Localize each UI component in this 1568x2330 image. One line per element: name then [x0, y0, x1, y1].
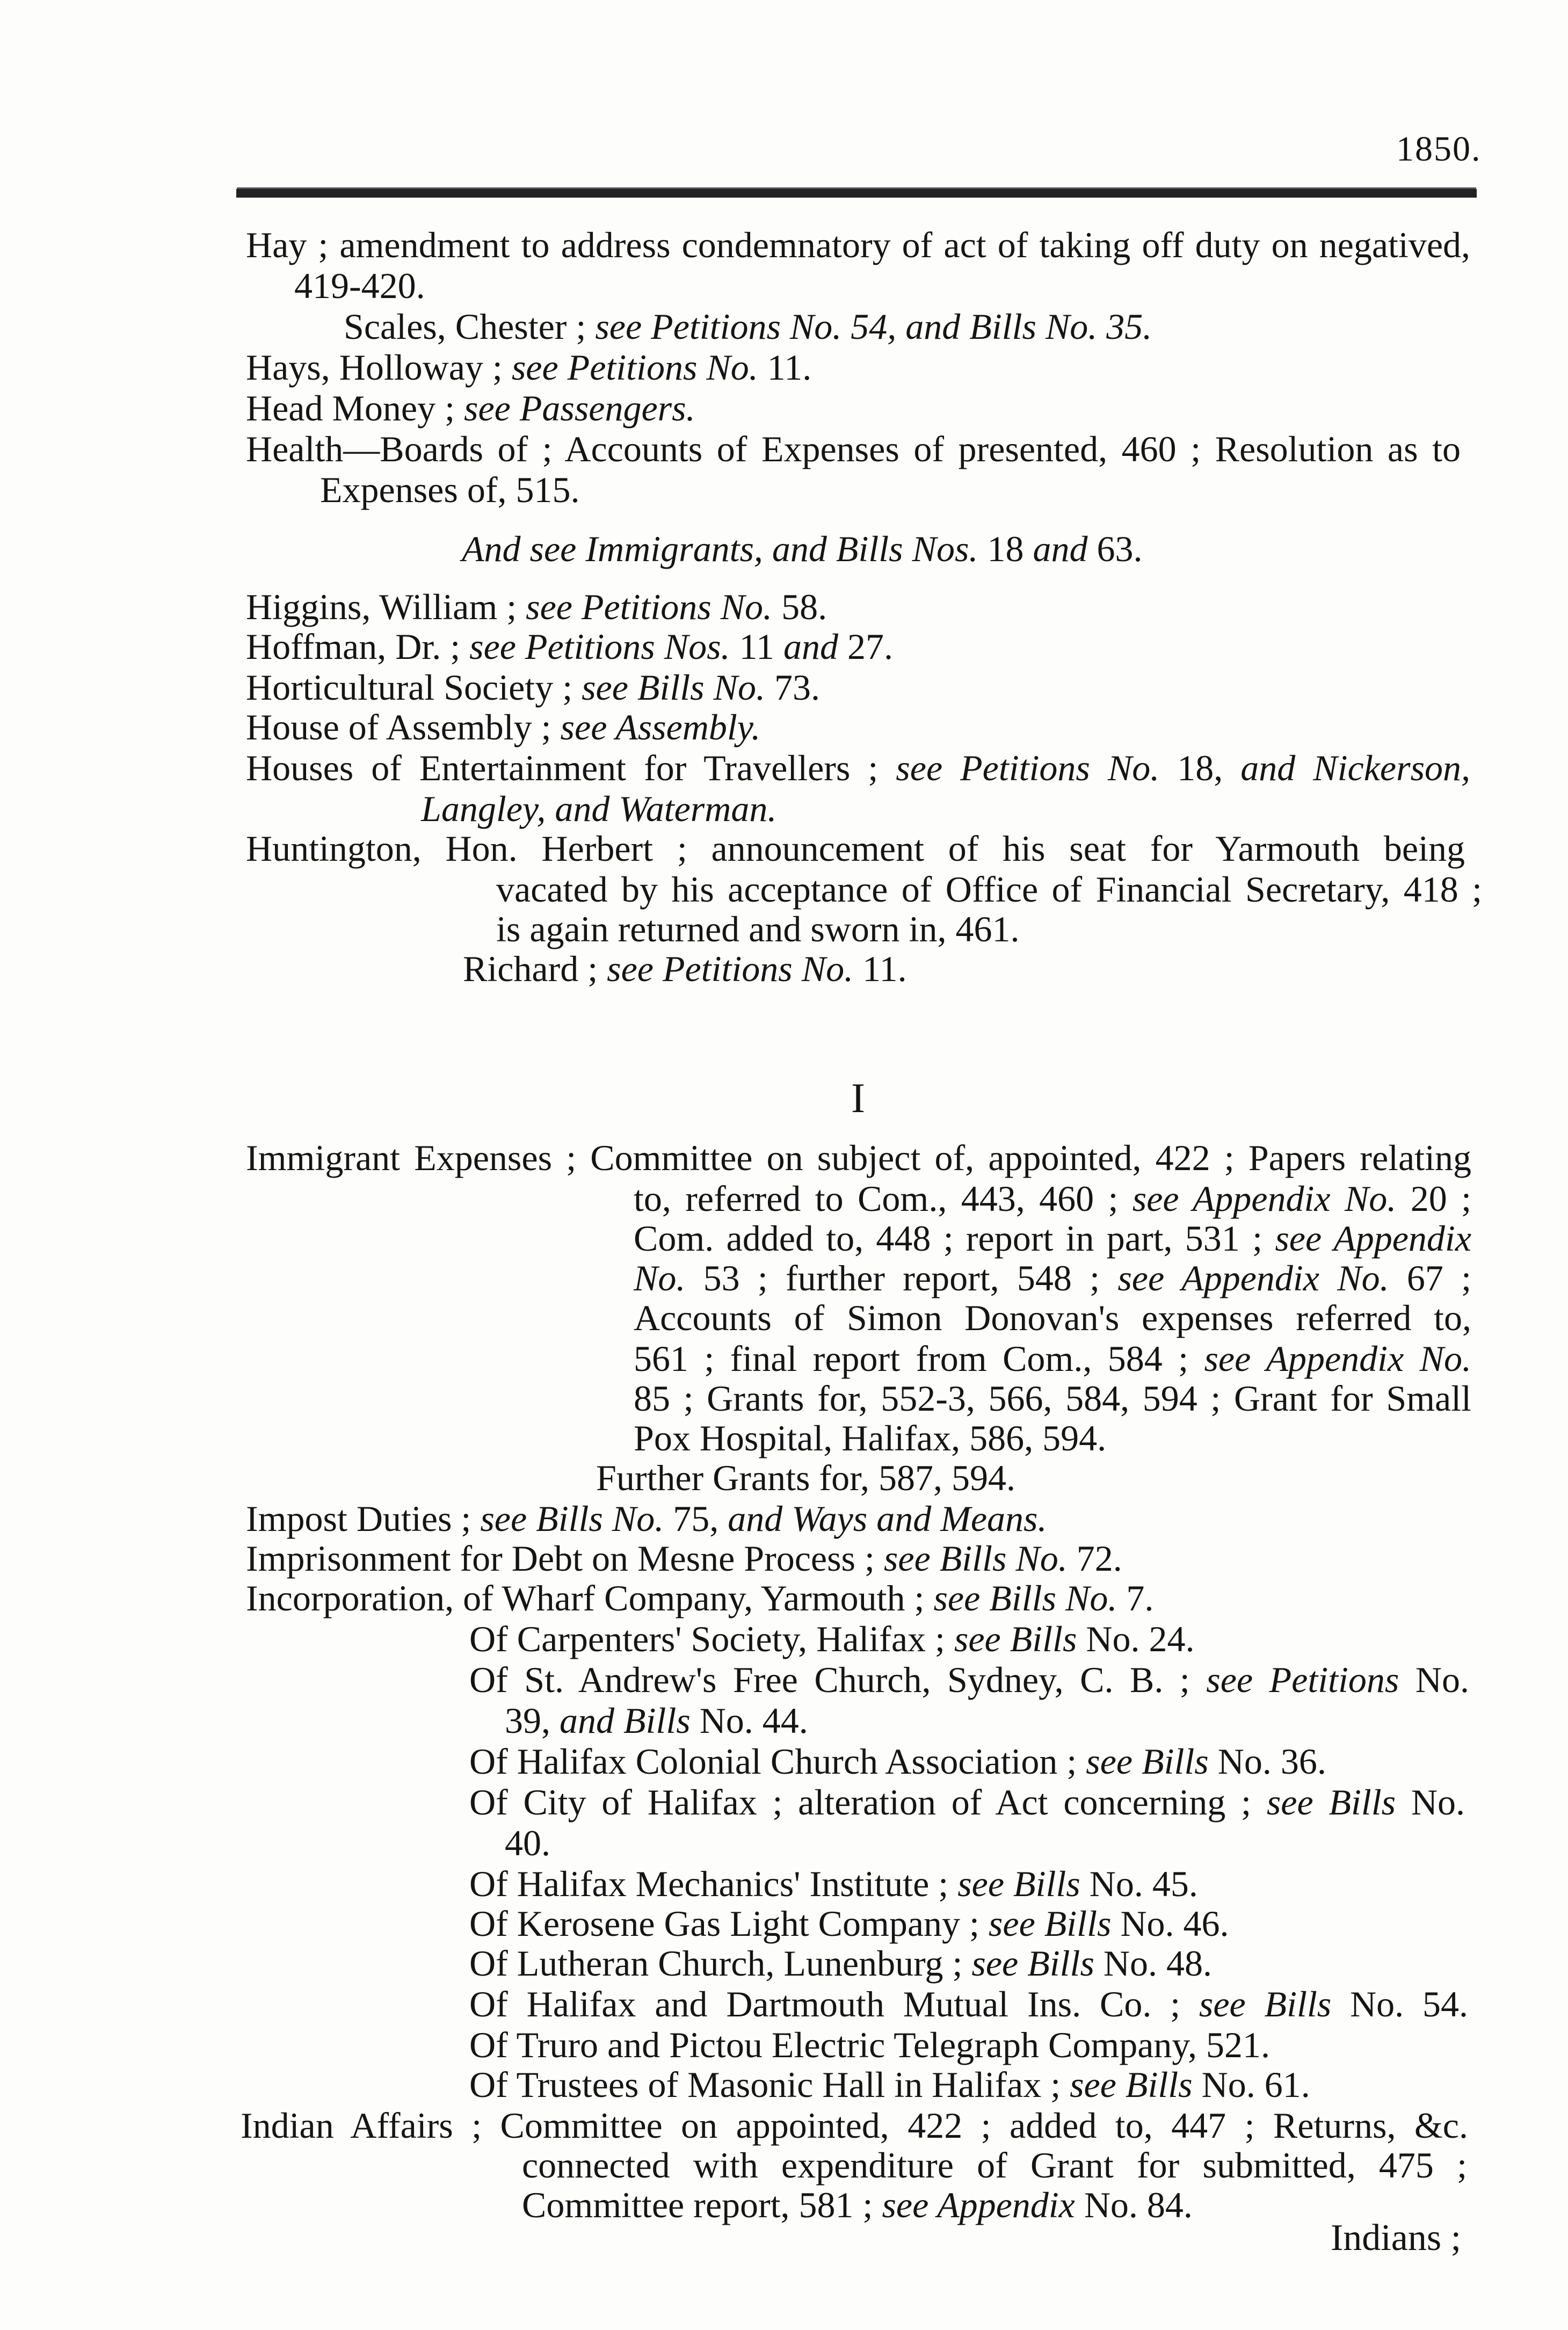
index-line-richard	[463, 949, 907, 988]
line-italic-text: see Petitions Nos.	[469, 626, 730, 667]
index-line-incorp-9	[469, 1904, 1229, 1943]
line-italic-text: see Petitions No.	[526, 586, 773, 627]
index-line-incorp-11	[469, 1985, 1468, 2023]
line-text: Huntington, Hon. Herbert ; announcement of his seat for Yarmouth being	[246, 828, 1465, 869]
line-text: is again returned and sworn in, 461.	[496, 909, 1020, 949]
line-italic-text: No.	[634, 1258, 686, 1298]
index-line-huntington-1	[246, 829, 1465, 868]
index-line-head-money	[246, 389, 695, 427]
line-italic-text: see Bills	[988, 1903, 1112, 1944]
line-italic-text: see Petitions No.	[896, 747, 1160, 788]
line-italic-text: see Bills	[1086, 1741, 1209, 1782]
line-text: No.	[1399, 1659, 1469, 1700]
index-line-immigrant-5	[634, 1298, 1471, 1337]
index-line-hay-1	[246, 226, 1470, 264]
index-line-incorp-7	[505, 1824, 550, 1862]
line-text: 53 ; further report, 548 ;	[685, 1258, 1118, 1298]
line-text: 7.	[1117, 1578, 1154, 1618]
line-italic-text: see Passengers.	[464, 388, 695, 429]
line-italic-text: And see Immigrants, and Bills Nos.	[462, 528, 978, 569]
index-line-scales	[344, 307, 1152, 346]
index-line-incorp-12	[469, 2026, 1270, 2064]
line-text: Indian Affairs ; Committee on appointed, 422 ; added to, 447 ; Returns, &c.	[241, 2105, 1468, 2146]
line-text: 20 ;	[1396, 1178, 1471, 1219]
line-text: 63.	[1087, 528, 1143, 569]
line-text: 39,	[505, 1700, 560, 1741]
line-italic-text: see Appendix No.	[1132, 1178, 1397, 1219]
line-text: 40.	[505, 1823, 550, 1863]
line-text: Pox Hospital, Halifax, 586, 594.	[634, 1418, 1107, 1458]
index-line-incorp-2	[469, 1620, 1195, 1658]
index-line-immigrant-7	[634, 1379, 1471, 1418]
line-italic-text: see Appendix	[882, 2184, 1075, 2225]
index-line-incorp-6	[469, 1783, 1465, 1821]
index-line-indian-3	[522, 2186, 1193, 2224]
index-line-health-1	[246, 430, 1461, 468]
line-text: 18,	[1159, 747, 1241, 788]
line-text: Of Halifax Colonial Church Association ;	[469, 1741, 1086, 1782]
line-text: Hay ; amendment to address condemnatory of act of taking off duty on negatived,	[246, 224, 1470, 265]
line-italic-text: and Ways and Means.	[728, 1498, 1047, 1539]
index-line-higgins	[246, 587, 827, 626]
index-line-and-see	[462, 529, 1142, 568]
index-line-incorp-10	[469, 1944, 1212, 1983]
line-italic-text: see Bills	[1199, 1984, 1332, 2024]
line-text: Head Money ;	[246, 388, 464, 429]
line-text: Of St. Andrew's Free Church, Sydney, C. B. ;	[469, 1659, 1207, 1700]
line-text: 18	[978, 528, 1033, 569]
line-italic-text: see Appendix	[1275, 1218, 1472, 1259]
line-italic-text: see Bills	[1070, 2064, 1193, 2105]
line-text: No. 24.	[1077, 1618, 1195, 1659]
index-line-immigrant-8	[634, 1419, 1106, 1457]
line-text: No. 48.	[1094, 1943, 1213, 1984]
index-line-indian-2	[522, 2146, 1467, 2184]
index-line-incorp-8	[469, 1864, 1198, 1903]
index-line-hay-2	[294, 266, 425, 305]
line-text: No. 61.	[1192, 2064, 1310, 2105]
index-line-incorp-1	[246, 1579, 1153, 1617]
line-text: No. 44.	[690, 1700, 808, 1741]
line-text: Hays, Holloway ;	[246, 347, 512, 388]
line-text: 561 ; final report from Com., 584 ;	[634, 1338, 1204, 1379]
line-italic-text: see Bills	[957, 1863, 1080, 1904]
line-text: Expenses of, 515.	[320, 469, 580, 510]
line-text: 419-420.	[294, 265, 425, 306]
line-text: No. 45.	[1080, 1863, 1198, 1904]
line-text: vacated by his acceptance of Office of Financial Secretary, 418 ;	[496, 869, 1482, 910]
catchword: Indians ;	[1331, 2217, 1462, 2259]
line-italic-text: see Bills No.	[933, 1578, 1117, 1618]
line-italic-text: see Petitions	[1206, 1659, 1399, 1700]
line-text: Higgins, William ;	[246, 586, 526, 627]
index-line-huntington-3	[496, 910, 1019, 948]
line-italic-text: see Petitions No. 54, and Bills No. 35.	[595, 306, 1152, 347]
line-italic-text: see Assembly.	[560, 707, 761, 747]
line-text: Of Lutheran Church, Lunenburg ;	[469, 1943, 972, 1984]
line-italic-text: Langley, and Waterman.	[421, 788, 777, 829]
index-line-immigrant-2	[634, 1179, 1471, 1218]
line-text: 27.	[838, 626, 894, 667]
line-text: 73.	[765, 667, 820, 708]
line-text: 58.	[772, 586, 827, 627]
line-italic-text: see Bills	[971, 1943, 1094, 1984]
line-italic-text: and Nickerson,	[1240, 747, 1471, 788]
index-line-immigrant-1	[246, 1138, 1471, 1177]
index-line-impost	[246, 1499, 1047, 1538]
line-text: Imprisonment for Debt on Mesne Process ;	[246, 1538, 884, 1579]
index-line-horticultural	[246, 668, 820, 707]
line-text: House of Assembly ;	[246, 707, 561, 747]
section-letter: I	[851, 1075, 865, 1121]
line-text: Scales, Chester ;	[344, 306, 596, 347]
line-text: Incorporation, of Wharf Company, Yarmouth ;	[246, 1578, 934, 1618]
index-line-houses-2	[421, 789, 776, 828]
line-text: Of Halifax Mechanics' Institute ;	[469, 1863, 958, 1904]
line-text: Houses of Entertainment for Travellers ;	[246, 747, 896, 788]
index-line-immigrant-3	[634, 1219, 1471, 1258]
line-italic-text: and	[783, 626, 839, 667]
index-line-hays	[246, 348, 811, 387]
index-line-indian-1	[241, 2106, 1468, 2145]
line-italic-text: see Bills No.	[480, 1498, 664, 1539]
line-text: 67 ;	[1389, 1258, 1472, 1298]
line-text: Of Trustees of Masonic Hall in Halifax ;	[469, 2064, 1070, 2105]
line-text: Of Truro and Pictou Electric Telegraph Company, 521.	[469, 2024, 1270, 2065]
line-text: Impost Duties ;	[246, 1498, 481, 1539]
line-text: 11.	[853, 948, 907, 989]
line-italic-text: and	[1033, 528, 1088, 569]
line-italic-text: see Bills	[954, 1618, 1077, 1659]
line-text: to, referred to Com., 443, 460 ;	[634, 1178, 1133, 1219]
line-text: Of Halifax and Dartmouth Mutual Ins. Co. ;	[469, 1984, 1199, 2024]
line-text: Of Carpenters' Society, Halifax ;	[469, 1618, 954, 1659]
line-text: Of Kerosene Gas Light Company ;	[469, 1903, 989, 1944]
index-line-house-assembly	[246, 708, 760, 746]
line-text: Immigrant Expenses ; Committee on subject of, appointed, 422 ; Papers relating	[246, 1137, 1471, 1178]
line-italic-text: see Bills No.	[582, 667, 765, 708]
line-italic-text: see Petitions No.	[511, 347, 758, 388]
line-text: No. 36.	[1208, 1741, 1326, 1782]
line-text: Health—Boards of ; Accounts of Expenses of presented, 460 ; Resolution as to	[246, 429, 1461, 469]
line-italic-text: see Appendix No.	[1117, 1258, 1389, 1298]
line-text: connected with expenditure of Grant for submitted, 475 ;	[522, 2145, 1467, 2186]
index-line-imprisonment	[246, 1539, 1122, 1578]
index-line-health-2	[320, 470, 579, 509]
line-text: No. 54.	[1331, 1984, 1469, 2024]
line-text: 11.	[758, 347, 812, 388]
line-text: Hoffman, Dr. ;	[246, 626, 470, 667]
line-text: 75,	[664, 1498, 728, 1539]
index-line-incorp-4	[505, 1701, 808, 1740]
line-italic-text: see Bills No.	[883, 1538, 1068, 1579]
index-line-immigrant-9	[596, 1458, 1015, 1497]
index-line-hoffman	[246, 627, 893, 666]
line-italic-text: see Petitions No.	[607, 948, 854, 989]
line-italic-text: and Bills	[560, 1700, 691, 1741]
index-line-incorp-13	[469, 2065, 1310, 2104]
line-text: 11	[730, 626, 784, 667]
line-text: Richard ;	[463, 948, 607, 989]
line-italic-text: see Appendix No.	[1204, 1338, 1471, 1379]
line-text: Committee report, 581 ;	[522, 2184, 882, 2225]
line-text: Horticultural Society ;	[246, 667, 582, 708]
line-text: 72.	[1067, 1538, 1122, 1579]
index-line-incorp-5	[469, 1742, 1326, 1781]
line-text: Accounts of Simon Donovan's expenses referred to,	[634, 1297, 1471, 1338]
line-text: No. 46.	[1111, 1903, 1229, 1944]
index-line-huntington-2	[496, 870, 1482, 909]
index-line-incorp-3	[469, 1660, 1469, 1699]
line-text: 85 ; Grants for, 552-3, 566, 584, 594 ; Grant for Small	[634, 1378, 1471, 1419]
line-text: Of City of Halifax ; alteration of Act concerning ;	[469, 1782, 1267, 1823]
header-rule	[236, 189, 1477, 198]
line-text: No. 84.	[1075, 2184, 1193, 2225]
index-line-houses-1	[246, 749, 1470, 787]
line-text: Com. added to, 448 ; report in part, 531 ;	[634, 1218, 1275, 1259]
header-year: 1850.	[1396, 129, 1482, 169]
index-line-immigrant-4	[634, 1259, 1471, 1297]
line-text: Further Grants for, 587, 594.	[596, 1457, 1016, 1498]
index-line-immigrant-6	[634, 1339, 1471, 1378]
line-text: No.	[1396, 1782, 1465, 1823]
line-italic-text: see Bills	[1266, 1782, 1396, 1823]
